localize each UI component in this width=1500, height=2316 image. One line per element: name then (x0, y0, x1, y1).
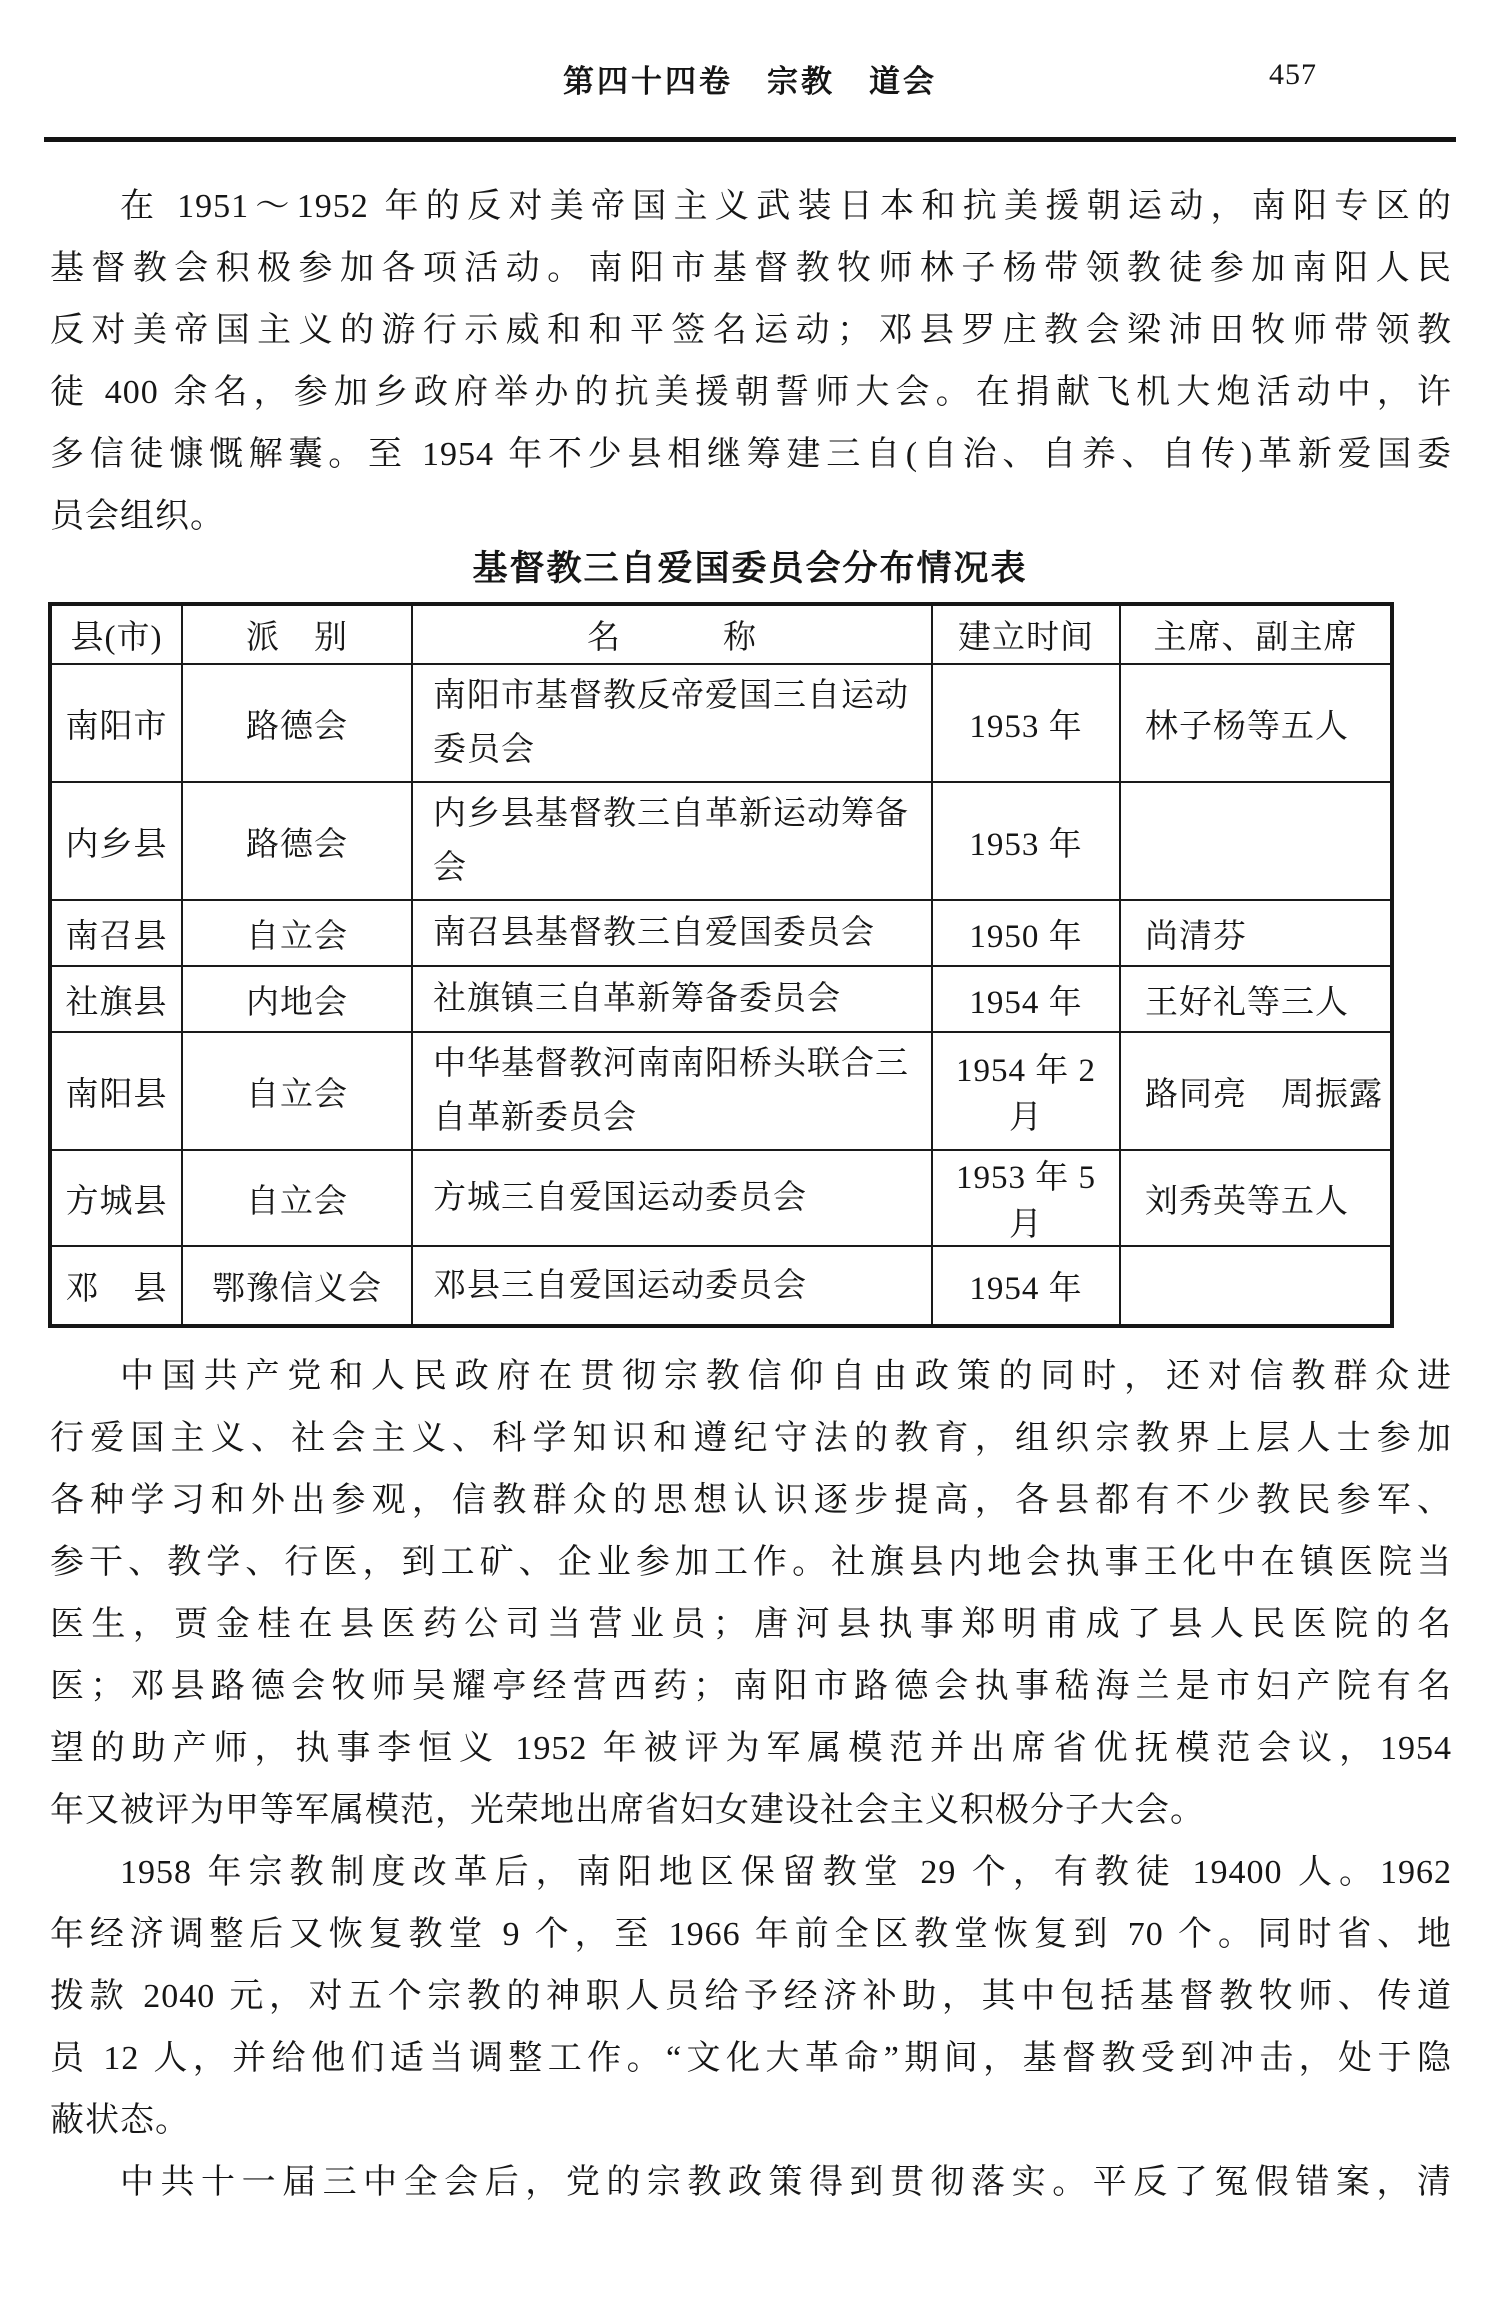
cell-founded: 1953 年 (932, 664, 1120, 782)
cell-chairman: 刘秀英等五人 (1120, 1150, 1392, 1246)
cell-denomination: 鄂豫信义会 (182, 1246, 412, 1326)
page-header (48, 56, 1452, 98)
cell-chairman: 路同亮 周振露 (1120, 1032, 1392, 1150)
paragraph-1 (50, 176, 1452, 548)
paragraph-3 (50, 1842, 1452, 2152)
cell-denomination: 路德会 (182, 664, 412, 782)
cell-county: 内乡县 (50, 782, 182, 900)
paragraph-2 (50, 1346, 1452, 1842)
cell-org-name: 内乡县基督教三自革新运动筹备会 (412, 782, 932, 900)
cell-org-name: 南阳市基督教反帝爱国三自运动委员会 (412, 664, 932, 782)
page-number: 457 (1269, 58, 1317, 91)
table-row (50, 1246, 1392, 1326)
cell-county: 南召县 (50, 900, 182, 966)
three-self-committee-table (48, 602, 1394, 1328)
cell-chairman (1120, 1246, 1392, 1326)
text-line: 参干、教学、行医，到工矿、企业参加工作。社旗县内地会执事王化中在镇医院当 (50, 1544, 1452, 1581)
cell-denomination: 自立会 (182, 900, 412, 966)
col-header-founded: 建立时间 (932, 604, 1120, 664)
cell-denomination: 自立会 (182, 1150, 412, 1246)
text-line: 蔽状态。 (50, 2102, 190, 2139)
cell-denomination: 路德会 (182, 782, 412, 900)
cell-county: 南阳县 (50, 1032, 182, 1150)
text-line: 医；邓县路德会牧师吴耀亭经营西药；南阳市路德会执事嵇海兰是市妇产院有名 (50, 1668, 1452, 1705)
text-line: 年又被评为甲等军属模范，光荣地出席省妇女建设社会主义积极分子大会。 (50, 1792, 1205, 1829)
cell-chairman: 王好礼等三人 (1120, 966, 1392, 1032)
text-line: 望的助产师，执事李恒义 1952 年被评为军属模范并出席省优抚模范会议，1954 (50, 1730, 1452, 1767)
cell-county: 邓 县 (50, 1246, 182, 1326)
text-line: 拨款 2040 元，对五个宗教的神职人员给予经济补助，其中包括基督教牧师、传道 (50, 1978, 1452, 2015)
text-line: 中国共产党和人民政府在贯彻宗教信仰自由政策的同时，还对信教群众进 (120, 1358, 1452, 1395)
text-line: 年经济调整后又恢复教堂 9 个，至 1966 年前全区教堂恢复到 70 个。同时省、地 (50, 1916, 1452, 1953)
cell-denomination: 内地会 (182, 966, 412, 1032)
text-line: 1958 年宗教制度改革后，南阳地区保留教堂 29 个，有教徒 19400 人。1962 (120, 1854, 1452, 1891)
chapter-title: 第四十四卷 宗教 道会 (563, 64, 937, 99)
cell-founded: 1950 年 (932, 900, 1120, 966)
cell-county: 社旗县 (50, 966, 182, 1032)
text-line: 各种学习和外出参观，信教群众的思想认识逐步提高，各县都有不少教民参军、 (50, 1482, 1452, 1519)
table-row (50, 966, 1392, 1032)
text-line: 基督教会积极参加各项活动。南阳市基督教牧师林子杨带领教徒参加南阳人民 (50, 250, 1452, 287)
col-header-chairman: 主席、副主席 (1120, 604, 1392, 664)
table-header-row (50, 604, 1392, 664)
cell-founded: 1954 年 (932, 966, 1120, 1032)
table-row (50, 782, 1392, 900)
text-line: 行爱国主义、社会主义、科学知识和遵纪守法的教育，组织宗教界上层人士参加 (50, 1420, 1452, 1457)
cell-chairman (1120, 782, 1392, 900)
col-header-county: 县(市) (50, 604, 182, 664)
text-line: 在 1951～1952 年的反对美帝国主义武装日本和抗美援朝运动，南阳专区的 (120, 188, 1452, 225)
table-row (50, 664, 1392, 782)
cell-org-name: 方城三自爱国运动委员会 (412, 1150, 932, 1246)
cell-org-name: 南召县基督教三自爱国委员会 (412, 900, 932, 966)
table-title: 基督教三自爱国委员会分布情况表 (472, 549, 1028, 588)
col-header-org-name: 名 称 (412, 604, 932, 664)
cell-founded: 1954 年 (932, 1246, 1120, 1326)
text-line: 中共十一届三中全会后，党的宗教政策得到贯彻落实。平反了冤假错案，清 (120, 2164, 1452, 2201)
paragraph-4 (50, 2152, 1452, 2214)
text-line: 反对美帝国主义的游行示威和和平签名运动；邓县罗庄教会梁沛田牧师带领教 (50, 312, 1452, 349)
table-row (50, 1032, 1392, 1150)
cell-chairman: 林子杨等五人 (1120, 664, 1392, 782)
cell-county: 方城县 (50, 1150, 182, 1246)
cell-org-name: 邓县三自爱国运动委员会 (412, 1246, 932, 1326)
text-line: 员会组织。 (50, 498, 225, 535)
col-header-denomination: 派 别 (182, 604, 412, 664)
cell-county: 南阳市 (50, 664, 182, 782)
cell-denomination: 自立会 (182, 1032, 412, 1150)
cell-founded: 1954 年 2 月 (932, 1032, 1120, 1150)
text-line: 多信徒慷慨解囊。至 1954 年不少县相继筹建三自(自治、自养、自传)革新爱国委 (50, 436, 1452, 473)
cell-chairman: 尚清芬 (1120, 900, 1392, 966)
text-line: 医生，贾金桂在县医药公司当营业员；唐河县执事郑明甫成了县人民医院的名 (50, 1606, 1452, 1643)
cell-org-name: 社旗镇三自革新筹备委员会 (412, 966, 932, 1032)
table-row (50, 1150, 1392, 1246)
header-divider (44, 137, 1456, 142)
table-row (50, 900, 1392, 966)
text-line: 员 12 人，并给他们适当调整工作。“文化大革命”期间，基督教受到冲击，处于隐 (50, 2040, 1452, 2077)
text-line: 徒 400 余名，参加乡政府举办的抗美援朝誓师大会。在捐献飞机大炮活动中，许 (50, 374, 1452, 411)
cell-founded: 1953 年 (932, 782, 1120, 900)
cell-founded: 1953 年 5 月 (932, 1150, 1120, 1246)
cell-org-name: 中华基督教河南南阳桥头联合三自革新委员会 (412, 1032, 932, 1150)
